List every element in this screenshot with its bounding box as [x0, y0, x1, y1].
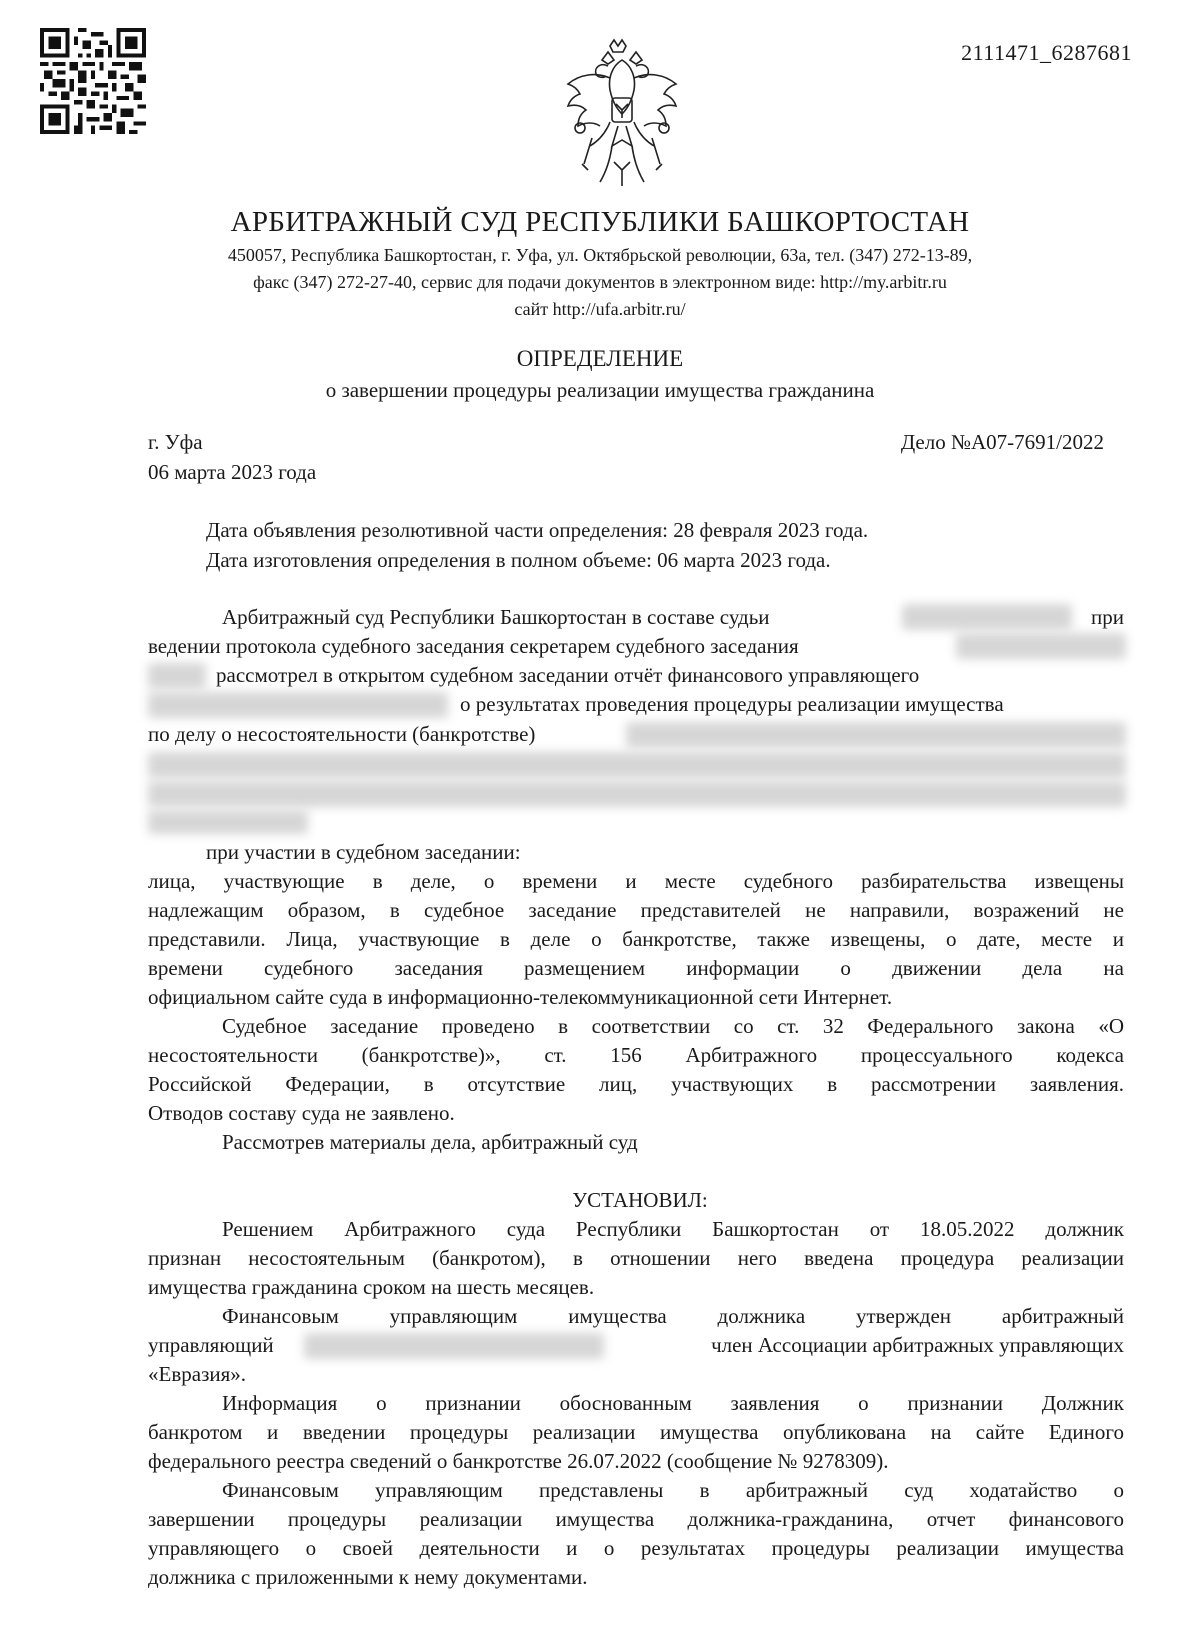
participation-line: представили. Лица, участвующие в деле о банкротстве, также извещены, о дате, месте и	[148, 927, 1124, 951]
participation-line: официальном сайте суда в информационно-телекоммуникационной сети Интернет.	[148, 985, 893, 1009]
court-contacts: факс (347) 272-27-40, сервис для подачи документов в электронном виде: http://my.arbitr.ru	[253, 272, 947, 292]
city: г. Уфа	[148, 430, 203, 454]
intro-line: при	[1091, 605, 1124, 629]
established-line: федерального реестра сведений о банкротстве 26.07.2022 (сообщение № 9278309).	[148, 1449, 889, 1473]
session-line: Рассмотрев материалы дела, арбитражный суд	[222, 1130, 638, 1154]
redacted-manager	[304, 1333, 604, 1359]
session-line: Отводов составу суда не заявлено.	[148, 1101, 455, 1125]
court-address: 450057, Республика Башкортостан, г. Уфа, ул. Октябрьской революции, 63а, тел. (347) 272-13-89,	[227, 245, 973, 265]
redacted-judge	[902, 604, 1072, 630]
participation-line: времени судебного заседания размещением информации о движении дела на	[148, 956, 1124, 980]
established-line: Информация о признании обоснованным заявления о признании Должник	[222, 1391, 1124, 1415]
intro-line: ведении протокола судебного заседания секретарем судебного заседания	[148, 634, 799, 658]
redacted-debtor	[148, 810, 308, 834]
established-line: банкротом и введении процедуры реализации имущества опубликована на сайте Единого	[148, 1420, 1124, 1444]
established-line: признан несостоятельным (банкротом), в отношении него введена процедура реализации	[148, 1246, 1124, 1270]
intro-line: Арбитражный суд Республики Башкортостан в составе судьи	[222, 605, 770, 629]
intro-line: рассмотрел в открытом судебном заседании отчёт финансового управляющего	[216, 663, 920, 687]
session-line: Судебное заседание проведено в соответствии со ст. 32 Федерального закона «О	[222, 1014, 1124, 1038]
established-line: Финансовым управляющим представлены в арбитражный суд ходатайство о	[222, 1478, 1124, 1502]
established-line: управляющий	[148, 1333, 274, 1357]
qr-code-icon	[40, 28, 146, 134]
established-line: член Ассоциации арбитражных управляющих	[711, 1333, 1124, 1357]
document-title: ОПРЕДЕЛЕНИЕ	[516, 346, 684, 371]
decision-date: 06 марта 2023 года	[148, 460, 317, 484]
participation-line: лица, участвующие в деле, о времени и месте судебного разбирательства извещены	[148, 869, 1124, 893]
session-line: несостоятельности (банкротстве)», ст. 156 Арбитражного процессуального кодекса	[148, 1043, 1124, 1067]
established-line: должника с приложенными к нему документами.	[148, 1565, 588, 1589]
established-line: управляющего о своей деятельности и о результатах процедуры реализации имущества	[148, 1536, 1124, 1560]
court-name: АРБИТРАЖНЫЙ СУД РЕСПУБЛИКИ БАШКОРТОСТАН	[230, 206, 970, 238]
document-id: 2111471_6287681	[961, 40, 1132, 65]
redacted-manager	[148, 692, 448, 718]
redacted-debtor	[148, 781, 1126, 807]
case-number: Дело №А07-7691/2022	[900, 430, 1104, 454]
established-line: Финансовым управляющим имущества должника утвержден арбитражный	[222, 1304, 1124, 1328]
full-text-date: Дата изготовления определения в полном объеме: 06 марта 2023 года.	[206, 548, 831, 572]
established-line: имущества гражданина сроком на шесть месяцев.	[148, 1275, 595, 1299]
participation-line: надлежащим образом, в судебное заседание представителей не направили, возражений не	[148, 898, 1124, 922]
redacted-secretary	[148, 663, 206, 689]
redacted-debtor	[626, 722, 1126, 748]
section-heading: УСТАНОВИЛ:	[572, 1188, 708, 1212]
established-line: завершении процедуры реализации имущества должника-гражданина, отчет финансового	[148, 1507, 1124, 1531]
court-website: сайт http://ufa.arbitr.ru/	[514, 299, 686, 319]
redacted-secretary	[956, 633, 1126, 659]
established-line: Решением Арбитражного суда Республики Башкортостан от 18.05.2022 должник	[222, 1217, 1124, 1241]
redacted-debtor	[148, 752, 1126, 778]
russian-coat-of-arms-icon	[552, 38, 692, 194]
document-subtitle: о завершении процедуры реализации имущества гражданина	[325, 378, 875, 402]
participation-line: при участии в судебном заседании:	[206, 840, 521, 864]
intro-line: о результатах проведения процедуры реализации имущества	[460, 692, 1004, 716]
session-line: Российской Федерации, в отсутствие лиц, участвующих в рассмотрении заявления.	[148, 1072, 1124, 1096]
established-line: «Евразия».	[148, 1362, 247, 1386]
resolution-date: Дата объявления резолютивной части определения: 28 февраля 2023 года.	[206, 518, 869, 542]
intro-line: по делу о несостоятельности (банкротстве)	[148, 722, 536, 746]
